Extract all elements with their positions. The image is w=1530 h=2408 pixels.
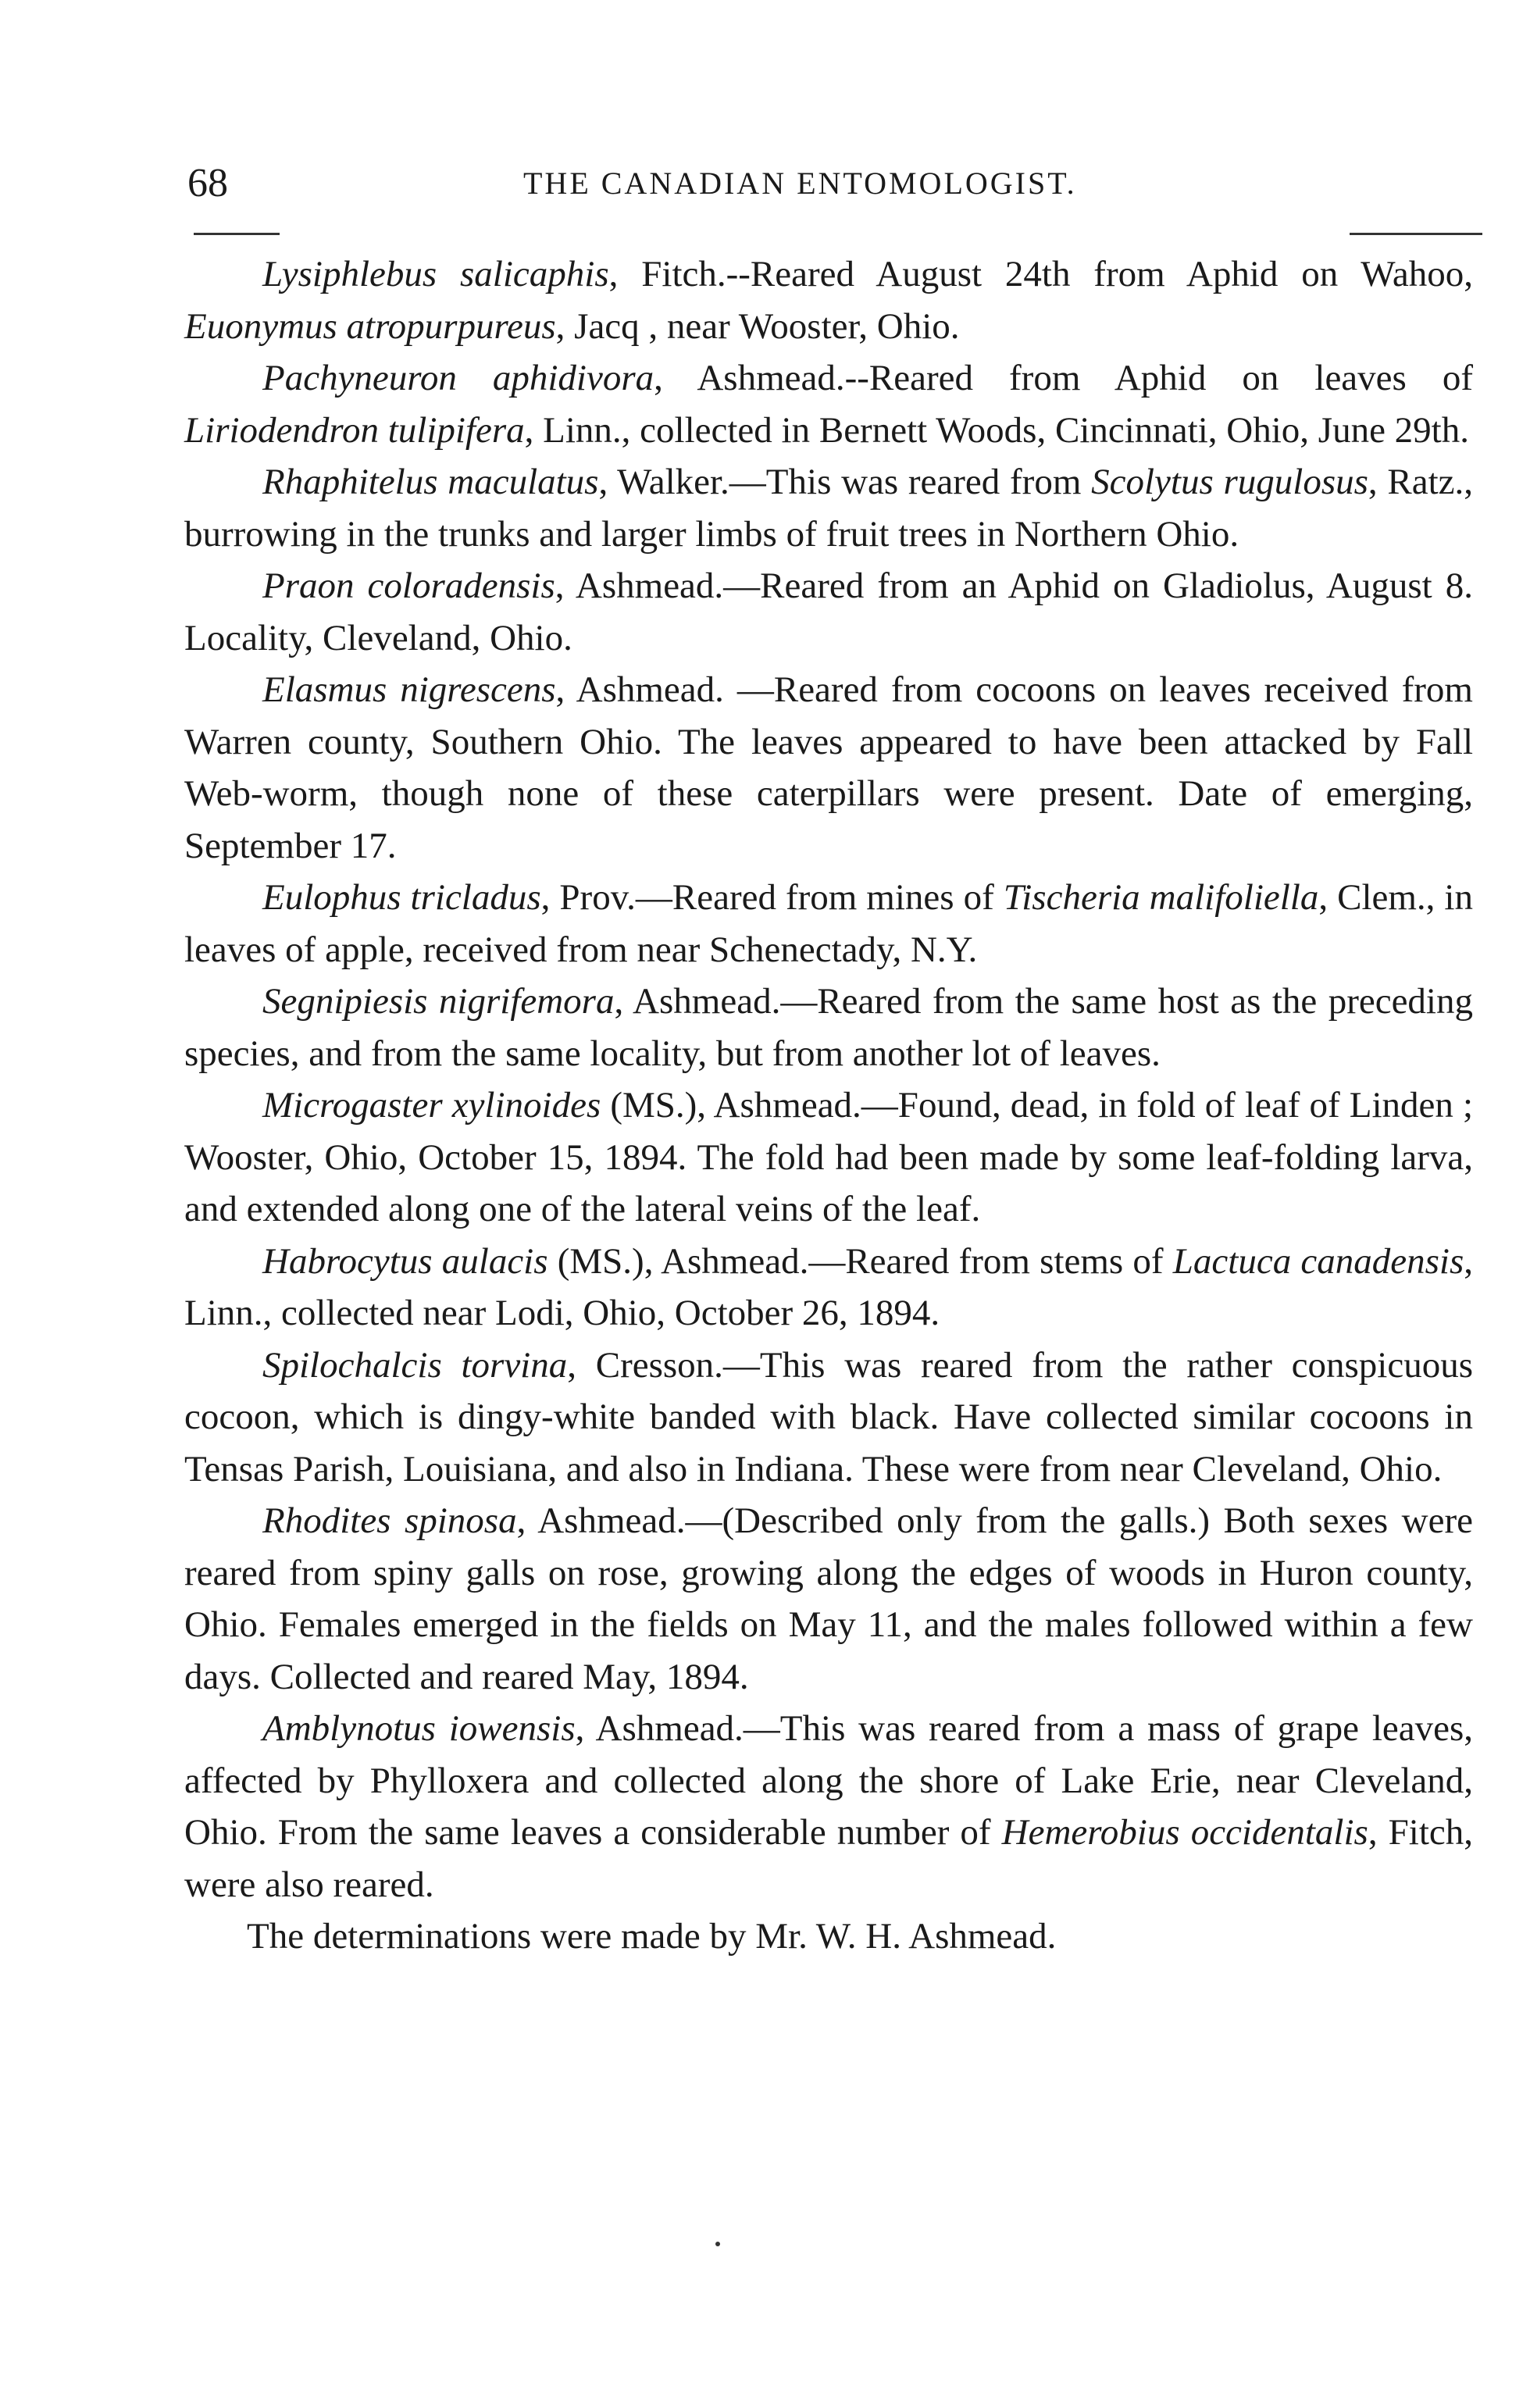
host-name: Liriodendron tulipifera — [184, 409, 525, 451]
entry-text-rest: , Jacq , near Wooster, Ohio. — [555, 305, 960, 347]
entry-paragraph — [184, 664, 1473, 872]
closing-line: The determinations were made by Mr. W. H. Ashmead. — [247, 1916, 1057, 1957]
entry-text: , Cresson.—This was reared from the rather conspicuous cocoon, which is dingy-white banded with black. Have collected similar cocoons in Tensas Parish, Louisiana, and also in Indiana. These were from near Cleveland, Ohio. — [184, 1344, 1474, 1489]
entry-text: , Ashmead.—Reared from the same host as the preceding species, and from the same locality, but from another lot of leaves. — [184, 981, 1473, 1074]
header-rule-right — [1350, 233, 1482, 235]
article-body — [184, 248, 1473, 1963]
entry-paragraph — [184, 1079, 1473, 1236]
species-name: Microgaster xylinoides — [262, 1085, 601, 1126]
entry-paragraph — [184, 352, 1473, 456]
species-name: Spilochalcis torvina — [262, 1344, 568, 1386]
entry-text-rest: , Linn., collected near Lodi, Ohio, October 26, 1894. — [184, 1240, 1474, 1333]
species-name: Praon coloradensis — [262, 565, 555, 606]
entry-paragraph — [184, 872, 1473, 976]
species-name: Elasmus nigrescens — [262, 669, 556, 710]
entry-paragraph — [184, 1340, 1473, 1496]
species-name: Amblynotus iowensis — [262, 1708, 576, 1749]
entry-paragraph — [184, 456, 1473, 560]
entry-text: , Prov.—Reared from mines of — [540, 877, 1004, 918]
species-name: Habrocytus aulacis — [262, 1240, 548, 1282]
species-name: Segnipiesis nigrifemora — [262, 981, 615, 1022]
header-rule-left — [194, 233, 280, 235]
entry-text: , Ashmead.--Reared from Aphid on leaves of — [654, 358, 1473, 398]
running-head — [187, 160, 1375, 207]
entry-text-rest: , Fitch, were also reared. — [184, 1812, 1473, 1905]
print-mark — [715, 2242, 720, 2246]
entry-text: (MS.), Ashmead.—Found, dead, in fold of leaf of Linden ; Wooster, Ohio, October 15, 1894. The fold had been made by some leaf-folding larva, and extended along one of the lateral veins of the leaf. — [184, 1085, 1473, 1229]
host-name: Lactuca canadensis — [1172, 1240, 1464, 1282]
entry-text: , Ashmead.—This was reared from a mass of grape leaves, affected by Phylloxera and collected along the shore of Lake Erie, near Cleveland, Ohio. From the same leaves a considerable number of — [184, 1708, 1473, 1853]
species-name: Eulophus tricladus — [262, 877, 541, 918]
entry-paragraph — [184, 1703, 1473, 1910]
host-name: Tischeria malifoliella — [1003, 877, 1319, 918]
host-name: Euonymus atropurpureus — [184, 305, 556, 347]
host-name: Hemerobius occidentalis — [1001, 1812, 1368, 1853]
entry-paragraph — [184, 560, 1473, 664]
entry-text-rest: , Ratz., burrowing in the trunks and larger limbs of fruit trees in Northern Ohio. — [184, 462, 1474, 555]
species-name: Rhodites spinosa — [262, 1500, 517, 1541]
host-name: Scolytus rugulosus — [1091, 462, 1368, 502]
species-name: Pachyneuron aphidivora — [262, 358, 654, 398]
entry-paragraph — [184, 248, 1473, 352]
entry-text: , Ashmead.—Reared from an Aphid on Gladiolus, August 8. Locality, Cleveland, Ohio. — [184, 565, 1473, 658]
entry-text: , Walker.—This was reared from — [598, 462, 1092, 502]
journal-title: THE CANADIAN ENTOMOLOGIST. — [523, 166, 1077, 201]
species-name: Rhaphitelus maculatus — [262, 462, 599, 502]
entry-text-rest: , Clem., in leaves of apple, received from near Schenectady, N.Y. — [184, 877, 1473, 970]
entry-text-rest: , Linn., collected in Bernett Woods, Cincinnati, Ohio, June 29th. — [524, 409, 1469, 451]
entry-paragraph — [184, 1236, 1473, 1340]
entry-paragraph — [184, 1495, 1473, 1703]
entry-paragraph — [184, 976, 1473, 1079]
entry-text: , Ashmead. —Reared from cocoons on leaves received from Warren county, Southern Ohio. The leaves appeared to have been attacked by Fall Web-worm, though none of these caterpillars were present. Date of emerging, September 17. — [184, 669, 1473, 866]
entry-text: , Fitch.--Reared August 24th from Aphid on Wahoo, — [608, 254, 1473, 294]
entry-text: , Ashmead.—(Described only from the galls.) Both sexes were reared from spiny galls on rose, growing along the edges of woods in Huron county, Ohio. Females emerged in the fields on May 11, and the males followed within a few days. Collected and reared May, 1894. — [184, 1500, 1473, 1697]
species-name: Lysiphlebus salicaphis — [262, 254, 609, 294]
entry-text: (MS.), Ashmead.—Reared from stems of — [547, 1240, 1173, 1282]
page-number: 68 — [187, 161, 228, 205]
